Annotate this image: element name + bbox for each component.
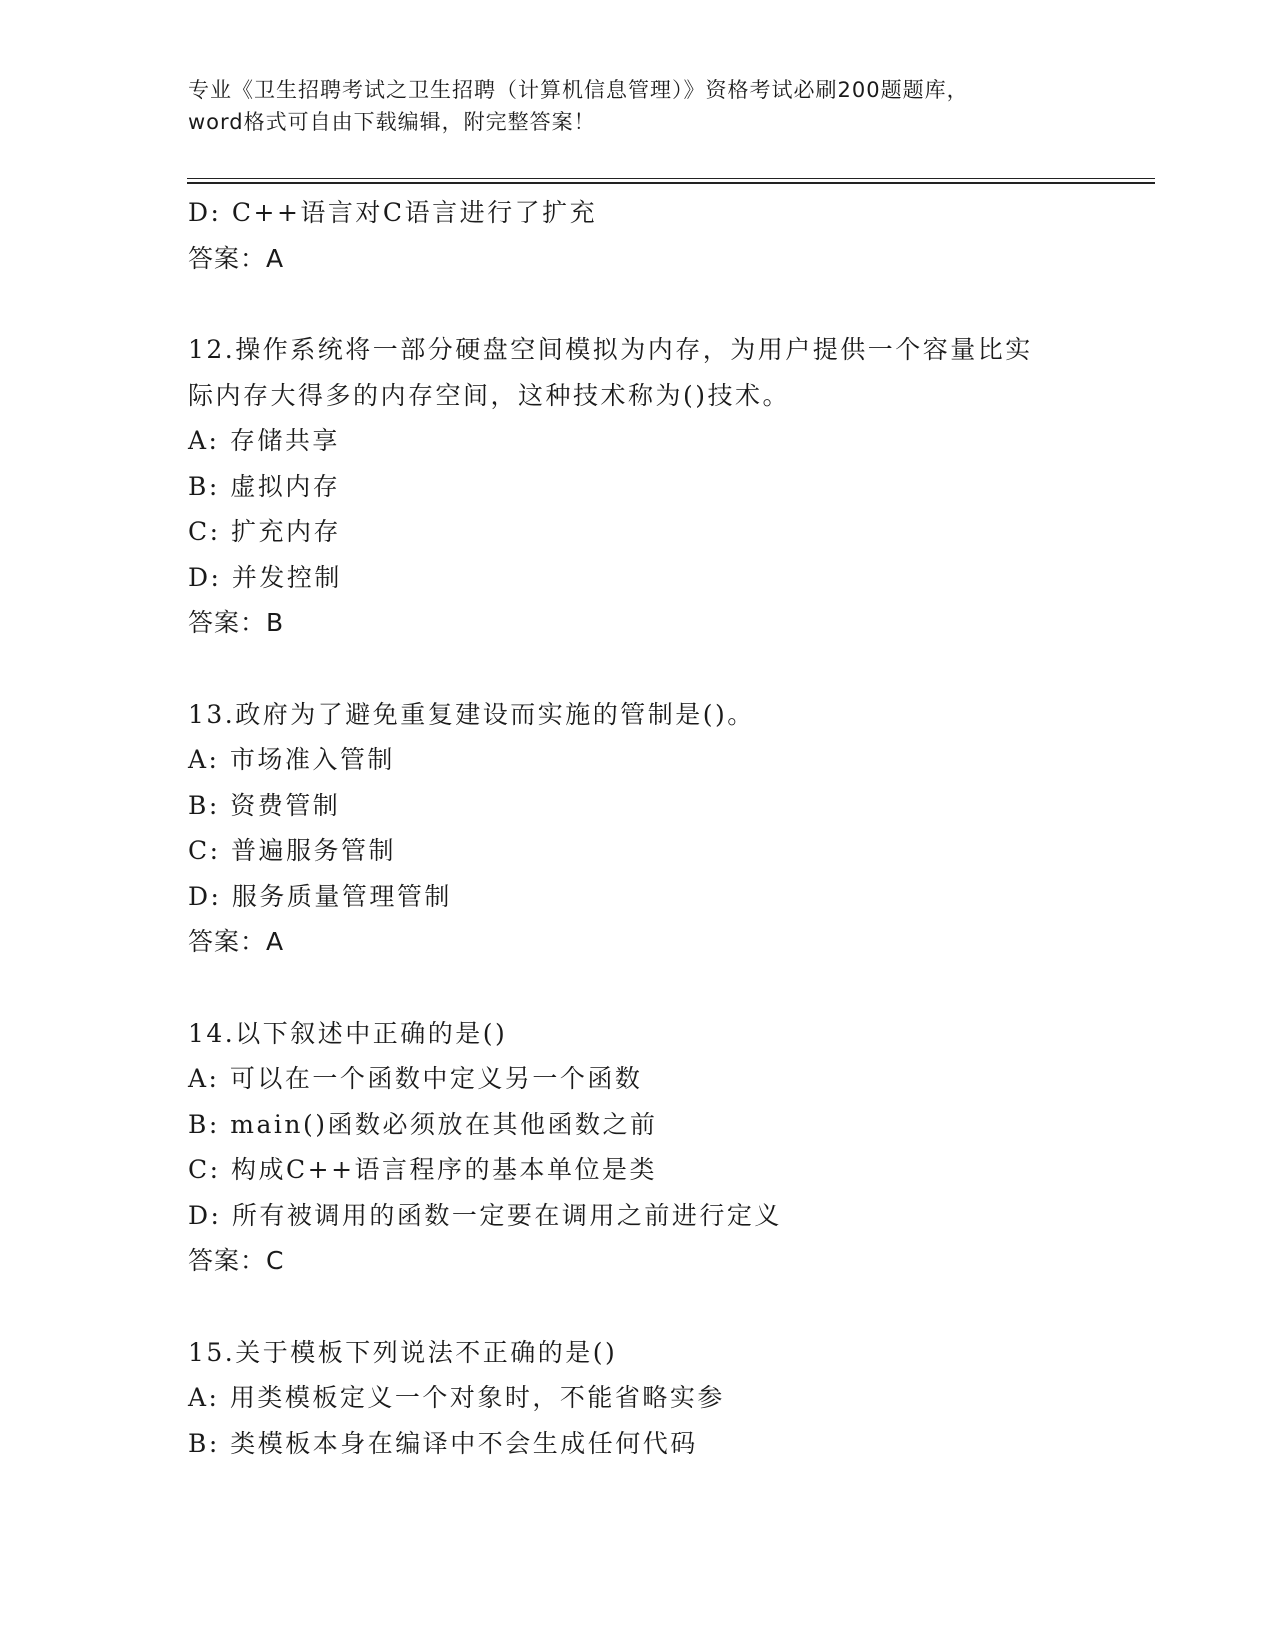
q12-option-c: C: 扩充内存 [188, 517, 341, 546]
spacer [188, 965, 1088, 1011]
header-divider-thin [187, 178, 1155, 179]
q15-stem: 15.关于模板下列说法不正确的是() [188, 1337, 618, 1367]
q13-stem: 13.政府为了避免重复建设而实施的管制是()。 [188, 699, 755, 729]
header-title-line-2: word格式可自由下载编辑，附完整答案！ [188, 110, 596, 134]
q12-option-a: A: 存储共享 [188, 426, 340, 455]
q14-option-a: A: 可以在一个函数中定义另一个函数 [188, 1064, 643, 1093]
q12-stem-line-1: 12.操作系统将一部分硬盘空间模拟为内存，为用户提供一个容量比实 [188, 335, 1033, 364]
document-header [188, 74, 1078, 138]
q12-option-d: D: 并发控制 [188, 562, 342, 592]
header-divider-thick [187, 182, 1155, 184]
spacer [188, 646, 1088, 692]
question-list [188, 190, 1088, 1466]
q13-answer: 答案：A [188, 927, 285, 956]
question-15 [188, 1330, 1088, 1467]
q15-option-a: A: 用类模板定义一个对象时，不能省略实参 [188, 1383, 725, 1412]
q12-option-b: B: 虚拟内存 [188, 471, 341, 501]
q13-option-b: B: 资费管制 [188, 790, 341, 820]
q11-answer: 答案：A [188, 243, 285, 273]
q14-option-d: D: 所有被调用的函数一定要在调用之前进行定义 [188, 1200, 782, 1230]
q13-option-c: C: 普遍服务管制 [188, 836, 396, 865]
q14-answer: 答案：C [188, 1246, 285, 1275]
question-12 [188, 327, 1088, 646]
q15-option-b: B: 类模板本身在编译中不会生成任何代码 [188, 1428, 698, 1458]
q12-stem-line-2: 际内存大得多的内存空间，这种技术称为()技术。 [188, 380, 791, 410]
q14-option-b: B: main()函数必须放在其他函数之前 [188, 1109, 658, 1139]
q12-answer: 答案：B [188, 608, 285, 637]
question-13 [188, 692, 1088, 965]
question-14 [188, 1011, 1088, 1284]
q13-option-d: D: 服务质量管理管制 [188, 881, 452, 911]
q13-option-a: A: 市场准入管制 [188, 745, 395, 774]
spacer [188, 1284, 1088, 1330]
q14-stem: 14.以下叙述中正确的是() [188, 1018, 508, 1048]
q14-option-c: C: 构成C++语言程序的基本单位是类 [188, 1155, 658, 1184]
header-title-line-1: 专业《卫生招聘考试之卫生招聘（计算机信息管理）》资格考试必刷200题题库， [188, 78, 969, 102]
spacer [188, 281, 1088, 327]
q11-option-d: D: C++语言对C语言进行了扩充 [188, 198, 598, 227]
